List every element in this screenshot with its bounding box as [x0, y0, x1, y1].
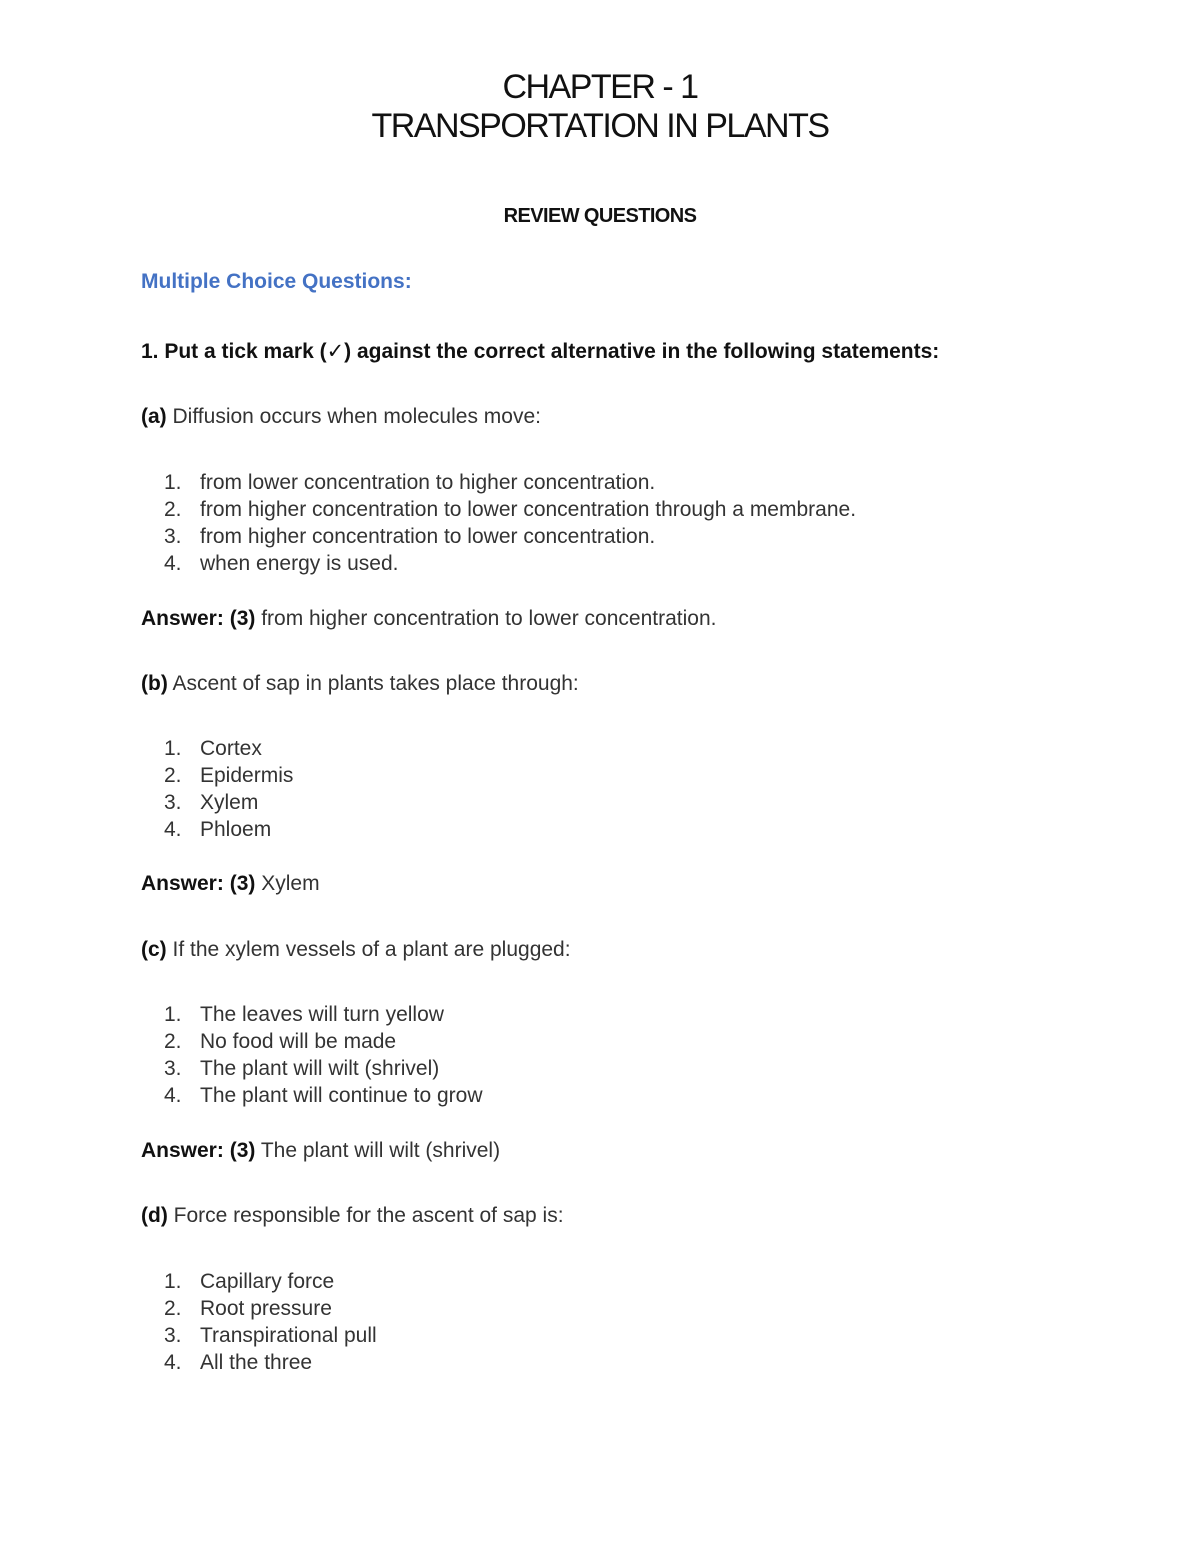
option-number: 2.	[164, 1297, 182, 1320]
option-c-3	[164, 1057, 439, 1081]
answer-text: Xylem	[261, 872, 320, 895]
option-text: from lower concentration to higher concentration.	[200, 471, 656, 494]
question-text: Ascent of sap in plants takes place through:	[172, 672, 579, 695]
question-b	[141, 672, 579, 696]
answer-label: Answer:	[141, 607, 224, 630]
option-a-2	[164, 498, 856, 522]
question-label: (c)	[141, 938, 167, 961]
chapter-title: TRANSPORTATION IN PLANTS	[371, 107, 829, 145]
question-c	[141, 938, 571, 962]
option-b-1	[164, 737, 262, 761]
option-number: 1.	[164, 737, 182, 760]
option-text: The plant will continue to grow	[200, 1084, 483, 1107]
question-text: Force responsible for the ascent of sap is:	[173, 1204, 564, 1227]
answer-c	[141, 1139, 500, 1163]
option-number: 3.	[164, 525, 182, 548]
answer-number: (3)	[229, 1139, 256, 1162]
option-text: Root pressure	[200, 1297, 332, 1320]
option-c-2	[164, 1030, 396, 1054]
option-number: 1.	[164, 471, 182, 494]
question-instruction: 1. Put a tick mark (✓) against the correct alternative in the following statements:	[141, 340, 940, 363]
question-label: (b)	[141, 672, 168, 695]
option-b-2	[164, 764, 293, 788]
option-d-4	[164, 1351, 312, 1375]
answer-b	[141, 872, 320, 896]
option-c-4	[164, 1084, 483, 1108]
option-a-4	[164, 552, 398, 576]
option-number: 2.	[164, 1030, 182, 1053]
option-text: The leaves will turn yellow	[200, 1003, 444, 1026]
question-text: If the xylem vessels of a plant are plugged:	[172, 938, 571, 961]
option-text: Phloem	[200, 818, 272, 841]
option-b-3	[164, 791, 258, 815]
option-number: 2.	[164, 498, 182, 521]
option-text: from higher concentration to lower concentration.	[200, 525, 656, 548]
option-text: Capillary force	[200, 1270, 335, 1293]
answer-label: Answer:	[141, 1139, 224, 1162]
answer-text: from higher concentration to lower concentration.	[261, 607, 717, 630]
option-number: 4.	[164, 1351, 182, 1374]
review-questions-heading: REVIEW QUESTIONS	[503, 205, 697, 227]
option-d-3	[164, 1324, 377, 1348]
answer-label: Answer:	[141, 872, 224, 895]
option-text: All the three	[200, 1351, 313, 1374]
option-number: 1.	[164, 1270, 182, 1293]
option-b-4	[164, 818, 271, 842]
option-text: Epidermis	[200, 764, 294, 787]
option-number: 3.	[164, 1324, 182, 1347]
question-d	[141, 1204, 564, 1228]
chapter-number: CHAPTER - 1	[502, 68, 698, 106]
option-text: Transpirational pull	[200, 1324, 377, 1347]
option-text: Cortex	[200, 737, 262, 760]
option-text: from higher concentration to lower concentration through a membrane.	[200, 498, 857, 521]
option-text: Xylem	[200, 791, 259, 814]
answer-text: The plant will wilt (shrivel)	[260, 1139, 501, 1162]
option-number: 3.	[164, 791, 182, 814]
option-c-1	[164, 1003, 444, 1027]
answer-number: (3)	[229, 872, 256, 895]
question-text: Diffusion occurs when molecules move:	[172, 405, 541, 428]
option-number: 4.	[164, 1084, 182, 1107]
option-number: 4.	[164, 552, 182, 575]
option-text: The plant will wilt (shrivel)	[200, 1057, 440, 1080]
option-number: 1.	[164, 1003, 182, 1026]
option-number: 2.	[164, 764, 182, 787]
answer-number: (3)	[229, 607, 256, 630]
option-text: when energy is used.	[200, 552, 399, 575]
option-a-1	[164, 471, 655, 495]
option-text: No food will be made	[200, 1030, 397, 1053]
question-a	[141, 405, 541, 429]
option-a-3	[164, 525, 655, 549]
option-d-2	[164, 1297, 332, 1321]
question-label: (d)	[141, 1204, 168, 1227]
question-label: (a)	[141, 405, 167, 428]
answer-a	[141, 607, 716, 631]
option-number: 3.	[164, 1057, 182, 1080]
option-number: 4.	[164, 818, 182, 841]
mcq-section-heading: Multiple Choice Questions:	[141, 270, 412, 293]
option-d-1	[164, 1270, 334, 1294]
